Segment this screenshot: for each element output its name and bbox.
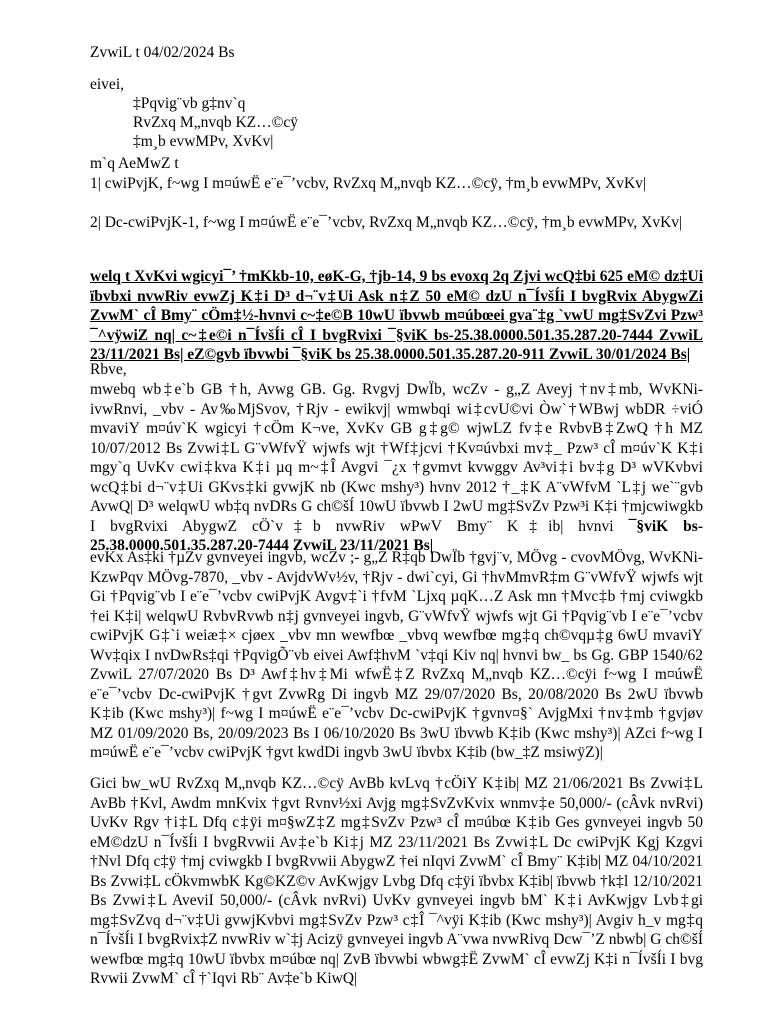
copy-recipient-1: 1| cwiPvjK, f~wg I m¤úwË e¨e¯’vcbv, RvZxq M„nvqb KZ…©cÿ, †m¸b evwMPv, XvKv| [90, 175, 647, 192]
memo-reference-bold: ¯§viK bs-25.38.0000.501.35.287.20-7444 ZvwiL 23/11/2021 Bs| [90, 517, 703, 554]
greeting: Rbve, [90, 361, 127, 378]
body-paragraph-1 [90, 380, 703, 554]
copy-recipient-2: 2| Dc-cwiPvjK-1, f~wg I m¤úwË e¨e¯’vcbv, RvZxq M„nvqb KZ…©cÿ, †m¸b evwMPv, XvKv| [90, 214, 683, 231]
body-paragraph-2: evKx As‡ki †µZv gvnveyei ingvb, wcZv ;- g„Z R‡qb DwÏb †gvj¨v, MÖvg - cvovMÖvg, WvKNi- KzwPqv MÖvg-7870, _vbv - AvjdvWv½v, †Rjv - dwi`cyi, Gi †hvMmvR‡m G¨vWfvŸ wjwfs wjt Gi †Pqvig¨vb I e¨e¯’vcbv cwiPvjK Avgv‡`i †fvM `Ljxq µqK…Z Ask mn †Mvc‡b †mj cviwgkb †ei K‡i| welqwU RvbvRvwb n‡j gvnveyei ingvb, G¨vWfvŸ wjwfs wjt Gi †Pqvig¨vb I e¨e¯’vcbv cwiPvjK G‡`i weiæ‡× cjøex _vbv mn wewfbœ _vbvq wewfbœ mg‡q ch©vqµ‡g 6wU mvaviY Wv‡qix I nvDwRs‡qi †PqvigÕ¨vb eivei Awf‡hvM `v‡qi Kiv nq| hvnvi bw_ bs Gg. GBP 1540/62 ZvwiL 27/07/2020 Bs D³ Awf‡hv‡Mi wfwË‡Z RvZxq M„nvqb KZ…©cÿi f~wg I m¤úwË e¨e¯’vcbv Dc-cwiPvjK †gvt ZvwRg Di ingvb MZ 29/07/2020 Bs, 20/08/2020 Bs 2wU ïbvwb K‡ib (Kwc mshy³)| f~wg I m¤úwË e¨e¯’vcbv Dc-cwiPvjK †gvnv¤§` AvjgMxi †nv‡mb †gvjøv MZ 01/09/2020 Bs, 20/09/2023 Bs I 06/10/2020 Bs 3wU ïbvwb K‡ib (Kwc mshy³)| AZci f~wg I m¤úwË e¨e¯’vcbv cwiPvjK †gvt kwdDi ingvb 3wU ïbvbx K‡ib (bw_‡Z msiwÿZ)| [90, 549, 703, 761]
copy-heading: m`q AeMwZ t [90, 155, 179, 172]
salutation: eivei, [90, 76, 124, 93]
recipient-title: ‡Pqvig¨vb g‡nv`q [133, 95, 246, 112]
body-paragraph-3: Gici bw_wU RvZxq M„nvqb KZ…©cÿ AvBb kvLvq †cÖiY K‡ib| MZ 21/06/2021 Bs Zvwi‡L AvBb †Kvl, Awdm mnKvix †gvt Rvnv½xi Avjg mg‡SvZvKvix wnmv‡e 50,000/- (cÂvk nvRvi) UvKv Rgv †i‡L Dfq c‡ÿi m¤§wZ‡Z mg‡SvZv Pzw³ cÎ m¤úbœ K‡ib Ges gvnveyei ingvb 50 eM©dzU n¯ÍvšÍi I bvgRvwii Av‡e`b Ki‡j MZ 23/11/2021 Bs Zvwi‡L Dc cwiPvjK Kgj Kzgvi †Nvl Dfq c‡ÿ †mj cviwgkb I bvgRvwii AbygwZ †ei nIqvi ZvwM` cÎ Bmy¨ K‡ib| MZ 04/10/2021 Bs Zvwi‡L cÖkvmwbK Kg©KZ©v AvKwjgv Lvbg Dfq c‡ÿi ïbvbx K‡ib| ïbvwb †k‡l 12/10/2021 Bs Zvwi‡L AveviI 50,000/- (cÂvk nvRvi) UvKv gvnveyei ingvb bM` K‡i AvKwjgv Lvb‡gi mg‡SvZvq d¬¨v‡Ui gvwjKvbvi mg‡SvZv Pzw³ c‡Î ¯^vÿi K‡ib (Kwc mshy³)| Avgiv h_v mg‡q n¯ÍvšÍi I bvgRvix‡Z nvwRiv w`‡j Acizÿ gvnveyei ingvb A¨vwa nvwRivq Dcw¯’Z nbwb| G ch©šÍ wewfbœ mg‡q 10wU ïbvbx m¤úbœ nq| ZvB ïbvwbi wbwg‡Ë ZvwM` cÎ evwZj K‡i n¯ÍvšÍi I bvg Rvwii ZvwM` cÎ †`Iqvi Rb¨ Av‡e`b KiwQ| [90, 775, 703, 987]
recipient-organization: RvZxq M„nvqb KZ…©cÿ [133, 114, 299, 131]
reference-date-line: ZvwiL t 04/02/2024 Bs [90, 44, 235, 61]
recipient-address: ‡m¸b evwMPv, XvKv| [133, 133, 274, 150]
subject-line: welq t XvKvi wgicyi¯’ †mKkb-10, eøK-G, †jb-14, 9 bs evoxq 2q Zjvi wcQ‡bi 625 eM© dz‡Ui ïbvbxi nvwRiv evwZj K‡i D³ d¬¨v‡Ui Ask n‡Z 50 eM© dzU n¯ÍvšÍi I bvgRvix AbygwZi ZvwM` cÎ Bmy¨ cÖm‡½-hvnvi c~‡e©B 10wU ïbvwb m¤úbœei gva¨‡g `vwU mg‡SvZvi Pzw³ ¯^vÿwiZ nq| c~‡e©i n¯ÍvšÍi cÎ I bvgRvixi ¯§viK bs-25.38.0000.501.35.287.20-7444 ZvwiL 23/11/2021 Bs| eZ©gvb ïbvwbi ¯§viK bs 25.38.0000.501.35.287.20-911 ZvwiL 30/01/2024 Bs| [90, 268, 703, 363]
body-paragraph-1-text: mwebq wb‡e`b GB †h, Avwg GB. Gg. Rvgvj DwÏb, wcZv - g„Z Aveyj †nv‡mb, WvKNi-ivwRnvi, _vbv - Av‰MjSvov, †Rjv - ewikvj| wmwbqi wi‡cvU©vi Òw`†WBwj wbDR ÷viÓ mvaviY m¤úv`K wgicyi †cÖm K¬ve, XvKv GB g‡g© wjwLZ fv‡e RvbvB‡ZwQ †h MZ 10/07/2012 Bs Zvwi‡L G¨vWfvŸ wjwfs wjt †Wf‡jcvi †Kv¤úvbxi mv‡_ Pzw³ cÎ m¤úv`K K‡i mgy`q UvKv cwi‡kva K‡i µq m~‡Î Avgvi ¯¿x †gvmvt kvwggv Av³vi‡i bv‡g D³ wVKvbvi wcQ‡bi d¬¨v‡Ui GKvs‡ki gvwjK nb (Kwc mshy³) hvnv 2012 †_‡K A¨vWfvM `L‡j we`¨gvb AvwQ| D³ welqwU wb‡q nvDRs G ch©šÍ 10wU ïbvwb I 2wU mg‡SvZv Pzw³i K‡i †mjcwiwgkb I bvgRvixi AbygwZ cÖ`v‡b nvwRiv wPwV Bmy¨ K‡ib| hvnvi [90, 381, 703, 535]
